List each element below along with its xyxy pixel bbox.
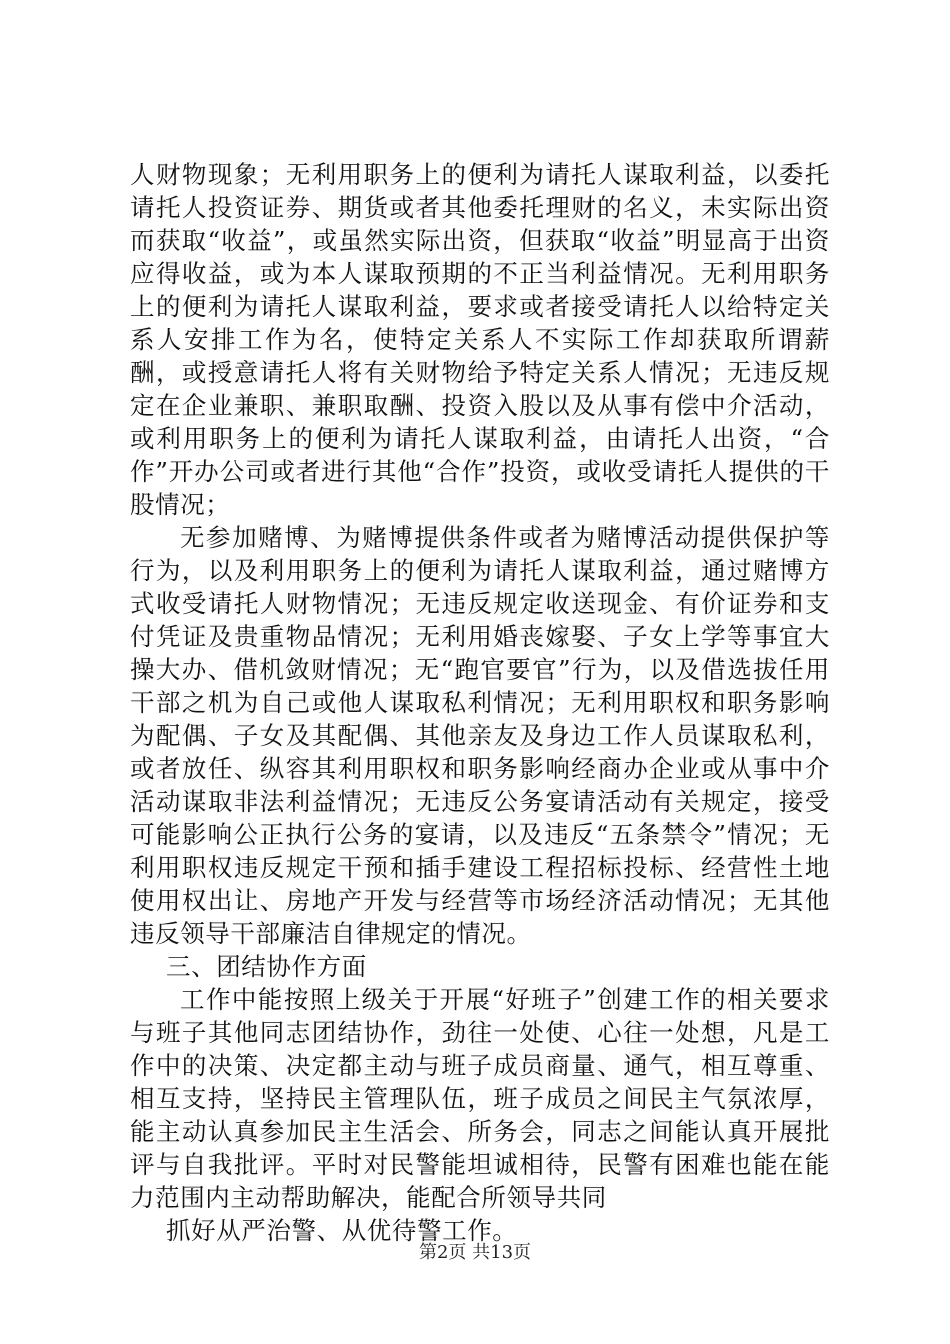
paragraph-cooperation: 工作中能按照上级关于开展“好班子”创建工作的相关要求与班子其他同志团结协作，劲往一处使、心往一处想，凡是工作中的决策、决定都主动与班子成员商量、通气，相互尊重、相互支持，坚持民主管理队伍，班子成员之间民主气氛浓厚，能主动认真参加民主生活会、所务会，同志之间能认真开展批评与自我批评。平时对民警能坦诚相待，民警有困难也能在能力范围内主动帮助解决，能配合所领导共同	[130, 985, 830, 1212]
document-body	[130, 158, 830, 1247]
page-number-footer: 第2页 共13页	[418, 1242, 532, 1263]
paragraph-closing: 抓好从严治警、从优待警工作。	[166, 1216, 518, 1245]
section-heading-unity: 三、团结协作方面	[166, 952, 367, 981]
paragraph-gambling-and-gifts: 无参加赌博、为赌博提供条件或者为赌博活动提供保护等行为，以及利用职务上的便利为请托人谋取利益，通过赌博方式收受请托人财物情况；无违反规定收送现金、有价证券和支付凭证及贵重物品情况；无利用婚丧嫁娶、子女上学等事宜大操大办、借机敛财情况；无“跑官要官”行为，以及借选拔任用干部之机为自己或他人谋取私利情况；无利用职权和职务影响为配偶、子女及其配偶、其他亲友及身边工作人员谋取私利，或者放任、纵容其利用职权和职务影响经商办企业或从事中介活动谋取非法利益情况；无违反公务宴请活动有关规定，接受可能影响公正执行公务的宴请，以及违反“五条禁令”情况；无利用职权违反规定干预和插手建设工程招标投标、经营性土地使用权出让、房地产开发与经营等市场经济活动情况；无其他违反领导干部廉洁自律规定的情况。	[130, 523, 830, 948]
paragraph-continuation: 人财物现象；无利用职务上的便利为请托人谋取利益，以委托请托人投资证券、期货或者其他委托理财的名义，未实际出资而获取“收益”，或虽然实际出资，但获取“收益”明显高于出资应得收益，或为本人谋取预期的不正当利益情况。无利用职务上的便利为请托人谋取利益，要求或者接受请托人以给特定关系人安排工作为名，使特定关系人不实际工作却获取所谓薪酬，或授意请托人将有关财物给予特定关系人情况；无违反规定在企业兼职、兼职取酬、投资入股以及从事有偿中介活动，或利用职务上的便利为请托人谋取利益，由请托人出资，“合作”开办公司或者进行其他“合作”投资，或收受请托人提供的干股情况；	[130, 160, 830, 519]
